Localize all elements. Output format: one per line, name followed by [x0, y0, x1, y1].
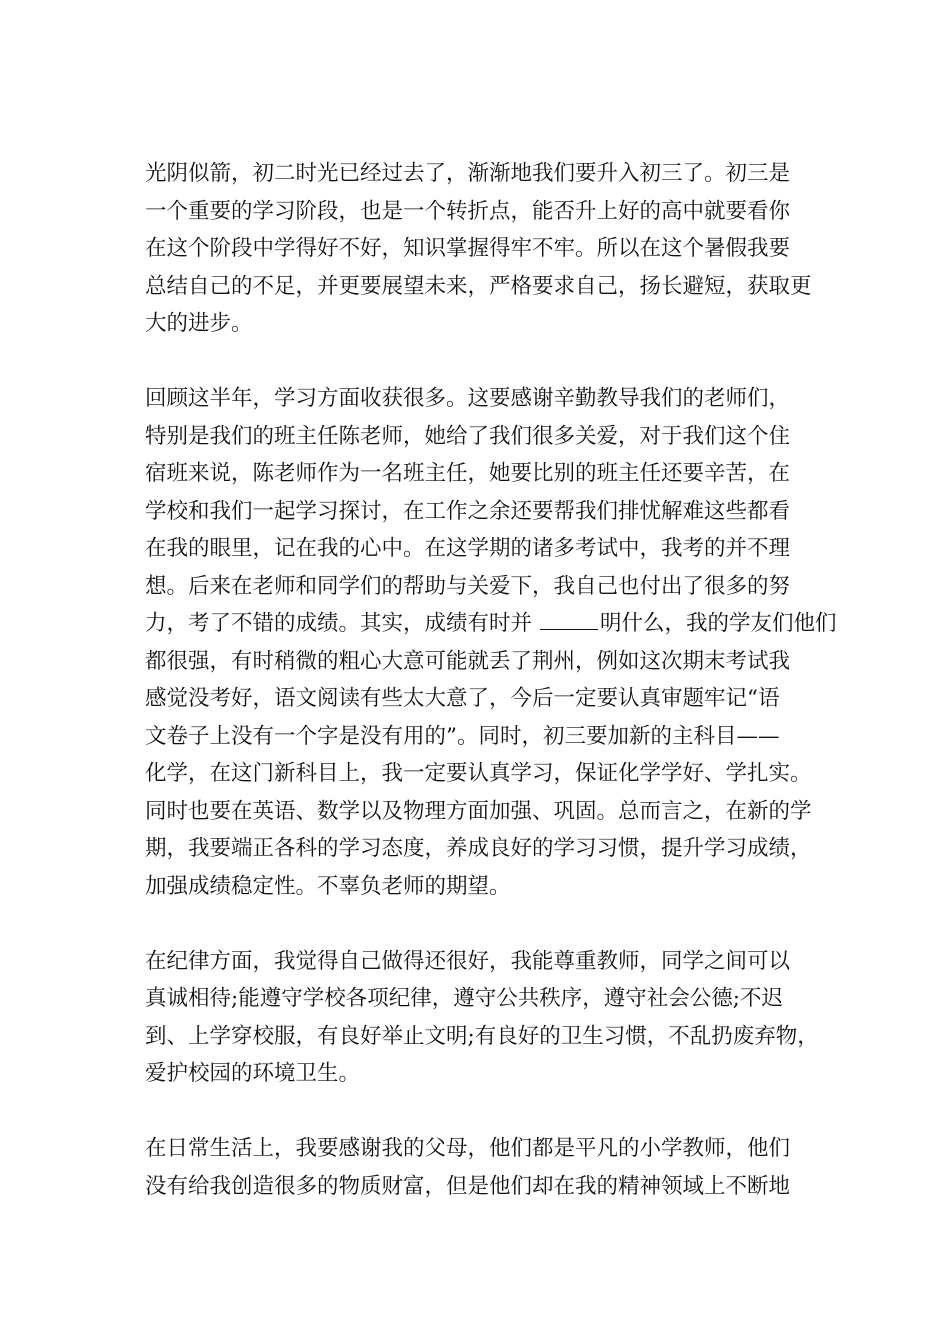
text-line: 加强成绩稳定性。不辜负老师的期望。: [145, 873, 511, 899]
text-line: 文卷子上没有一个字是没有用的”。同时，初三要加新的主科目——: [145, 723, 780, 749]
paragraph-daily-life: [145, 1130, 810, 1205]
text-line: 回顾这半年，学习方面收获很多。这要感谢辛勤教导我们的老师们，: [145, 386, 791, 411]
text-line: 学校和我们一起学习探讨，在工作之余还要帮我们排忧解难这些都看: [145, 498, 791, 524]
paragraph-summer-intro: [145, 155, 810, 343]
paragraph-discipline: [145, 943, 819, 1093]
text-line: 总结自己的不足，并更要展望未来，严格要求自己，扬长避短，获取更: [145, 273, 812, 299]
document-body: [145, 155, 837, 1243]
text-line: 特别是我们的班主任陈老师，她给了我们很多关爱，对于我们这个住: [145, 423, 791, 449]
fill-in-blank: [540, 611, 598, 630]
text-line: 宿班来说，陈老师作为一名班主任，她要比别的班主任还要辛苦，在: [145, 461, 791, 486]
text-line: 到、上学穿校服，有良好举止文明;有良好的卫生习惯，不乱扔废弃物，: [145, 1023, 819, 1049]
text-line: 感觉没考好，语文阅读有些太大意了，今后一定要认真审题牢记“语: [145, 686, 780, 711]
text-line: 光阴似箭，初二时光已经过去了，渐渐地我们要升入初三了。初三是: [145, 161, 791, 186]
text-line: 没有给我创造很多的物质财富，但是他们却在我的精神领域上不断地: [145, 1173, 791, 1199]
blank-line-prefix: 力，考了不错的成绩。其实，成绩有时并: [145, 611, 533, 636]
paragraph-study-review: [145, 380, 837, 905]
text-line: 都很强，有时稍微的粗心大意可能就丢了荆州，例如这次期末考试我: [145, 648, 791, 674]
text-line: 在我的眼里，记在我的心中。在这学期的诸多考试中，我考的并不理: [145, 536, 791, 561]
text-line: 在这个阶段中学得好不好，知识掌握得牢不牢。所以在这个暑假我要: [145, 236, 791, 261]
text-line: 爱护校园的环境卫生。: [145, 1061, 361, 1086]
text-line: 真诚相待;能遵守学校各项纪律，遵守公共秩序，遵守社会公德;不迟: [145, 986, 783, 1011]
text-line: 同时也要在英语、数学以及物理方面加强、巩固。总而言之，在新的学: [145, 798, 812, 824]
text-line: 在日常生活上，我要感谢我的父母，他们都是平凡的小学教师，他们: [145, 1136, 791, 1161]
text-line: 大的进步。: [145, 311, 253, 336]
text-line: 化学，在这门新科目上，我一定要认真学习，保证化学学好、学扎实。: [145, 761, 812, 786]
text-line: 期，我要端正各科的学习态度，养成良好的学习习惯，提升学习成绩，: [145, 836, 812, 861]
text-line: 一个重要的学习阶段，也是一个转折点，能否升上好的高中就要看你: [145, 198, 791, 224]
text-line-with-blank: [145, 605, 837, 643]
text-line: 在纪律方面，我觉得自己做得还很好，我能尊重教师，同学之间可以: [145, 948, 791, 974]
blank-line-suffix: 明什么，我的学友们他们: [600, 611, 837, 636]
text-line: 想。后来在老师和同学们的帮助与关爱下，我自己也付出了很多的努: [145, 573, 791, 599]
